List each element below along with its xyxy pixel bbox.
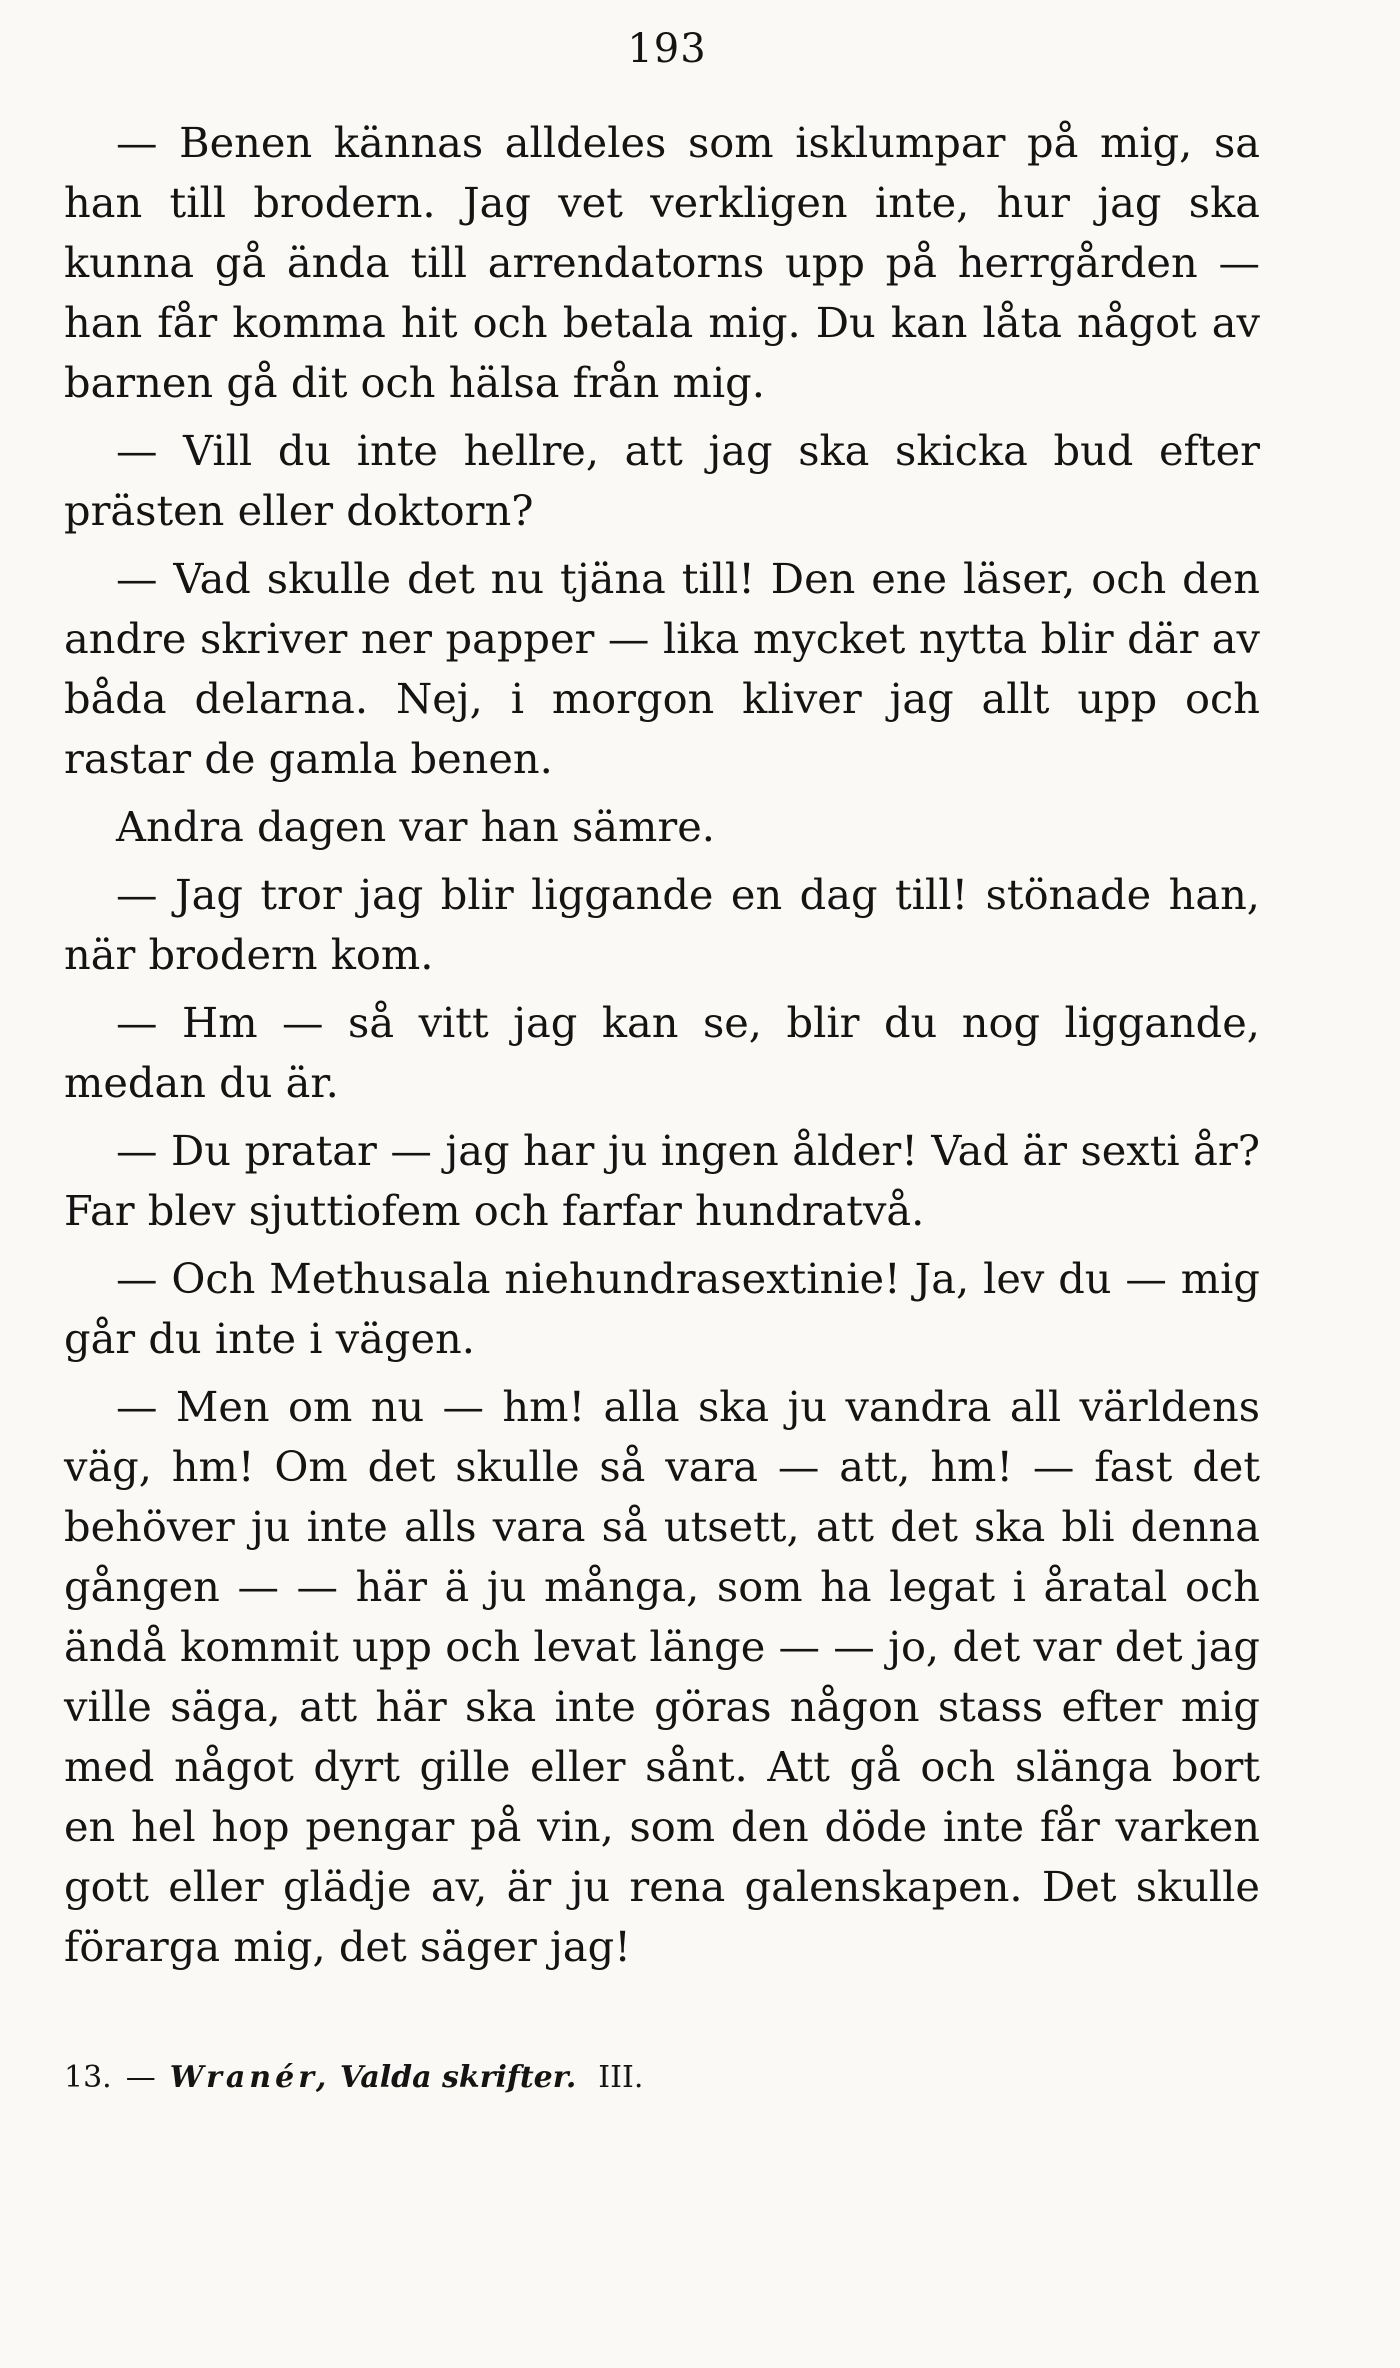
paragraph: — Hm — så vitt jag kan se, blir du nog liggande, medan du är. xyxy=(64,998,1260,1107)
signature-line xyxy=(64,2060,643,2095)
volume-number: III. xyxy=(598,2060,644,2095)
page-number: 193 xyxy=(627,26,707,72)
paragraph: Andra dagen var han sämre. xyxy=(116,802,715,851)
paragraph: — Men om nu — hm! alla ska ju vandra all världens väg, hm! Om det skulle så vara — att, hm! — fast det behöver ju inte alls vara så utsett, att det ska bli denna gången — — här ä ju många, som ha legat i åratal och ändå kommit upp och levat länge — — jo, det var det jag ville säga, att här ska inte göras någon stass efter mig med något dyrt gille eller sånt. Att gå och slänga bort en hel hop pengar på vin, som den döde inte får varken gott eller glädje av, är ju rena galenskapen. Det skulle förarga mig, det säger jag! xyxy=(64,1382,1260,1971)
paragraph: — Och Methusala niehundrasextinie! Ja, lev du — mig går du inte i vägen. xyxy=(64,1254,1260,1363)
body-text xyxy=(64,113,1260,1985)
paragraph: — Jag tror jag blir liggande en dag till! stönade han, när brodern kom. xyxy=(64,870,1260,979)
paragraph: — Benen kännas alldeles som isklumpar på mig, sa han till brodern. Jag vet verkligen inte, hur jag ska kunna gå ända till arrendatorns upp på herrgården — han får komma hit och betala mig. Du kan låta något av barnen gå dit och hälsa från mig. xyxy=(64,118,1260,407)
sheet-number: 13. xyxy=(64,2060,112,2095)
paragraph: — Du pratar — jag har ju ingen ålder! Vad är sexti år? Far blev sjuttiofem och farfar hundratvå. xyxy=(64,1126,1260,1235)
paragraph: — Vad skulle det nu tjäna till! Den ene läser, och den andre skriver ner papper — lika mycket nytta blir där av båda delarna. Nej, i morgon kliver jag allt upp och rastar de gamla benen. xyxy=(64,554,1260,783)
author-name: Wranér, xyxy=(169,2060,331,2095)
signature-dash: — xyxy=(125,2060,156,2095)
paragraph: — Vill du inte hellre, att jag ska skicka bud efter prästen eller doktorn? xyxy=(64,426,1260,535)
book-title: Valda skrifter. xyxy=(339,2060,577,2095)
